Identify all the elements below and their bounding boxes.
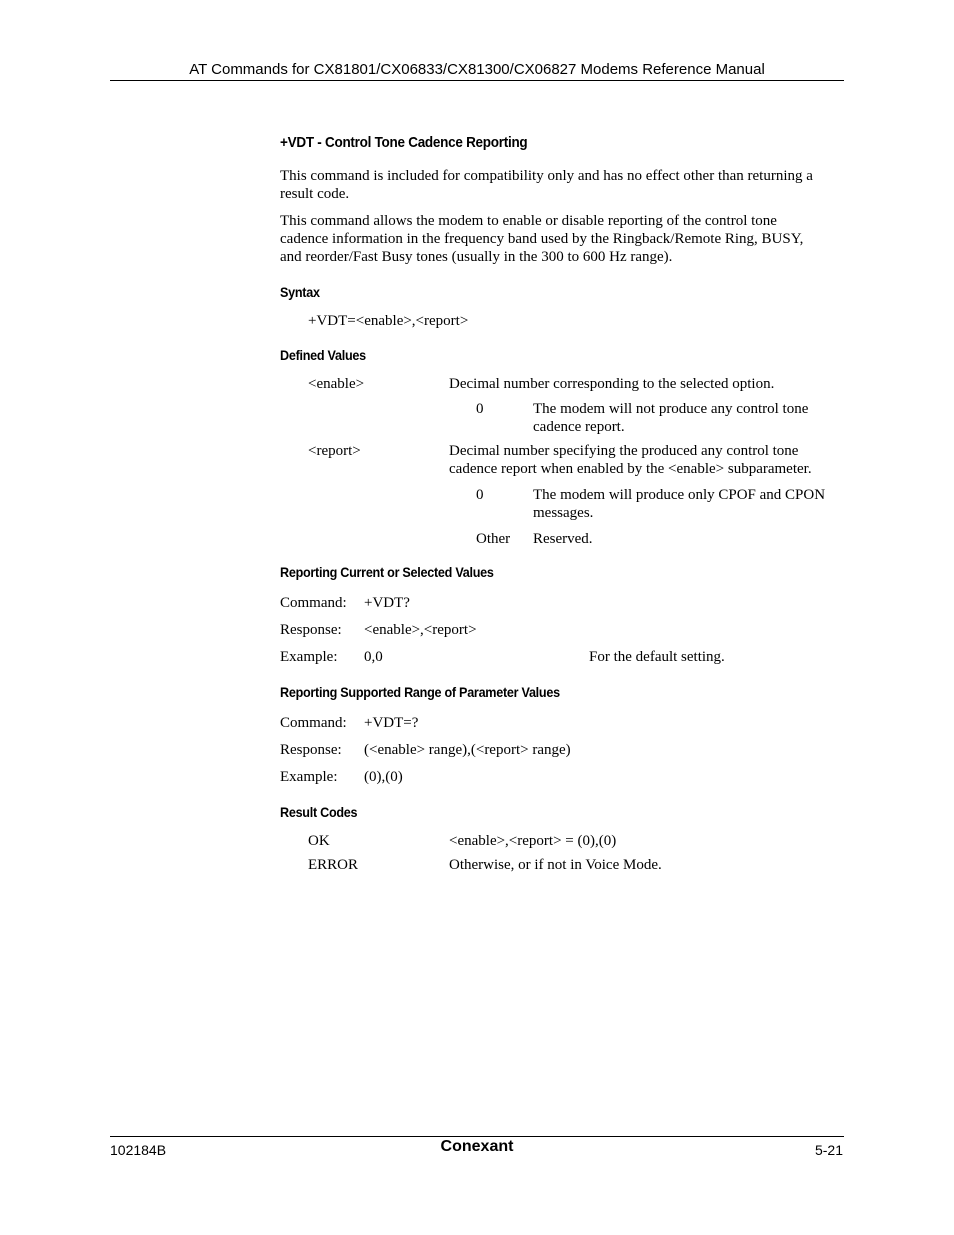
current-response-label: Response:: [280, 622, 342, 638]
current-command-value: +VDT?: [364, 595, 410, 611]
intro-paragraph-line: This command is included for compatibility only and has no effect other than returning a: [280, 168, 813, 184]
current-command-label: Command:: [280, 595, 347, 611]
footer-page-number: 5-21: [814, 1142, 843, 1158]
report-value-other-desc: Reserved.: [533, 531, 593, 547]
param-report-desc: Decimal number specifying the produced any control tone: [449, 443, 799, 459]
result-ok: OK: [308, 833, 330, 849]
param-report-name: <report>: [308, 443, 361, 459]
result-ok-desc: <enable>,<report> = (0),(0): [449, 833, 617, 849]
report-value-other: Other: [476, 531, 511, 547]
footer-company: Conexant: [440, 1138, 514, 1155]
param-enable-desc: Decimal number corresponding to the selected option.: [449, 376, 775, 392]
intro-paragraph-line: result code.: [280, 186, 350, 202]
header-rule: [110, 80, 844, 81]
result-error-desc: Otherwise, or if not in Voice Mode.: [449, 857, 662, 873]
supported-response-label: Response:: [280, 742, 342, 758]
enable-value-0-desc: cadence report.: [533, 419, 625, 435]
syntax-heading: Syntax: [280, 284, 320, 300]
param-enable-name: <enable>: [308, 376, 365, 392]
defined-values-heading: Defined Values: [280, 347, 366, 363]
supported-command-label: Command:: [280, 715, 347, 731]
supported-response-value: (<enable> range),(<report> range): [364, 742, 571, 758]
supported-command-value: +VDT=?: [364, 715, 419, 731]
supported-range-heading: Reporting Supported Range of Parameter Values: [280, 684, 560, 700]
param-report-desc: cadence report when enabled by the <enable> subparameter.: [449, 461, 812, 477]
current-example-label: Example:: [280, 649, 338, 665]
current-values-heading: Reporting Current or Selected Values: [280, 564, 494, 580]
result-codes-heading: Result Codes: [280, 804, 358, 820]
description-paragraph-line: and reorder/Fast Busy tones (usually in the 300 to 600 Hz range).: [280, 249, 673, 265]
current-response-value: <enable>,<report>: [364, 622, 477, 638]
description-paragraph-line: cadence information in the frequency band used by the Ringback/Remote Ring, BUSY,: [280, 231, 804, 247]
enable-value-0: 0: [476, 401, 484, 417]
result-error: ERROR: [308, 857, 359, 873]
enable-value-0-desc: The modem will not produce any control tone: [533, 401, 809, 417]
footer-rule: [110, 1136, 844, 1137]
report-value-0-desc: messages.: [533, 505, 594, 521]
footer-doc-number: 102184B: [110, 1142, 167, 1158]
current-example-value: 0,0: [364, 649, 383, 665]
description-paragraph-line: This command allows the modem to enable or disable reporting of the control tone: [280, 213, 777, 229]
running-header: AT Commands for CX81801/CX06833/CX81300/CX06827 Modems Reference Manual: [189, 61, 765, 78]
section-title: +VDT - Control Tone Cadence Reporting: [280, 134, 528, 151]
supported-example-value: (0),(0): [364, 769, 403, 785]
current-example-note: For the default setting.: [589, 649, 725, 665]
supported-example-label: Example:: [280, 769, 338, 785]
report-value-0: 0: [476, 487, 484, 503]
report-value-0-desc: The modem will produce only CPOF and CPON: [533, 487, 826, 503]
syntax-text: +VDT=<enable>,<report>: [308, 313, 469, 329]
